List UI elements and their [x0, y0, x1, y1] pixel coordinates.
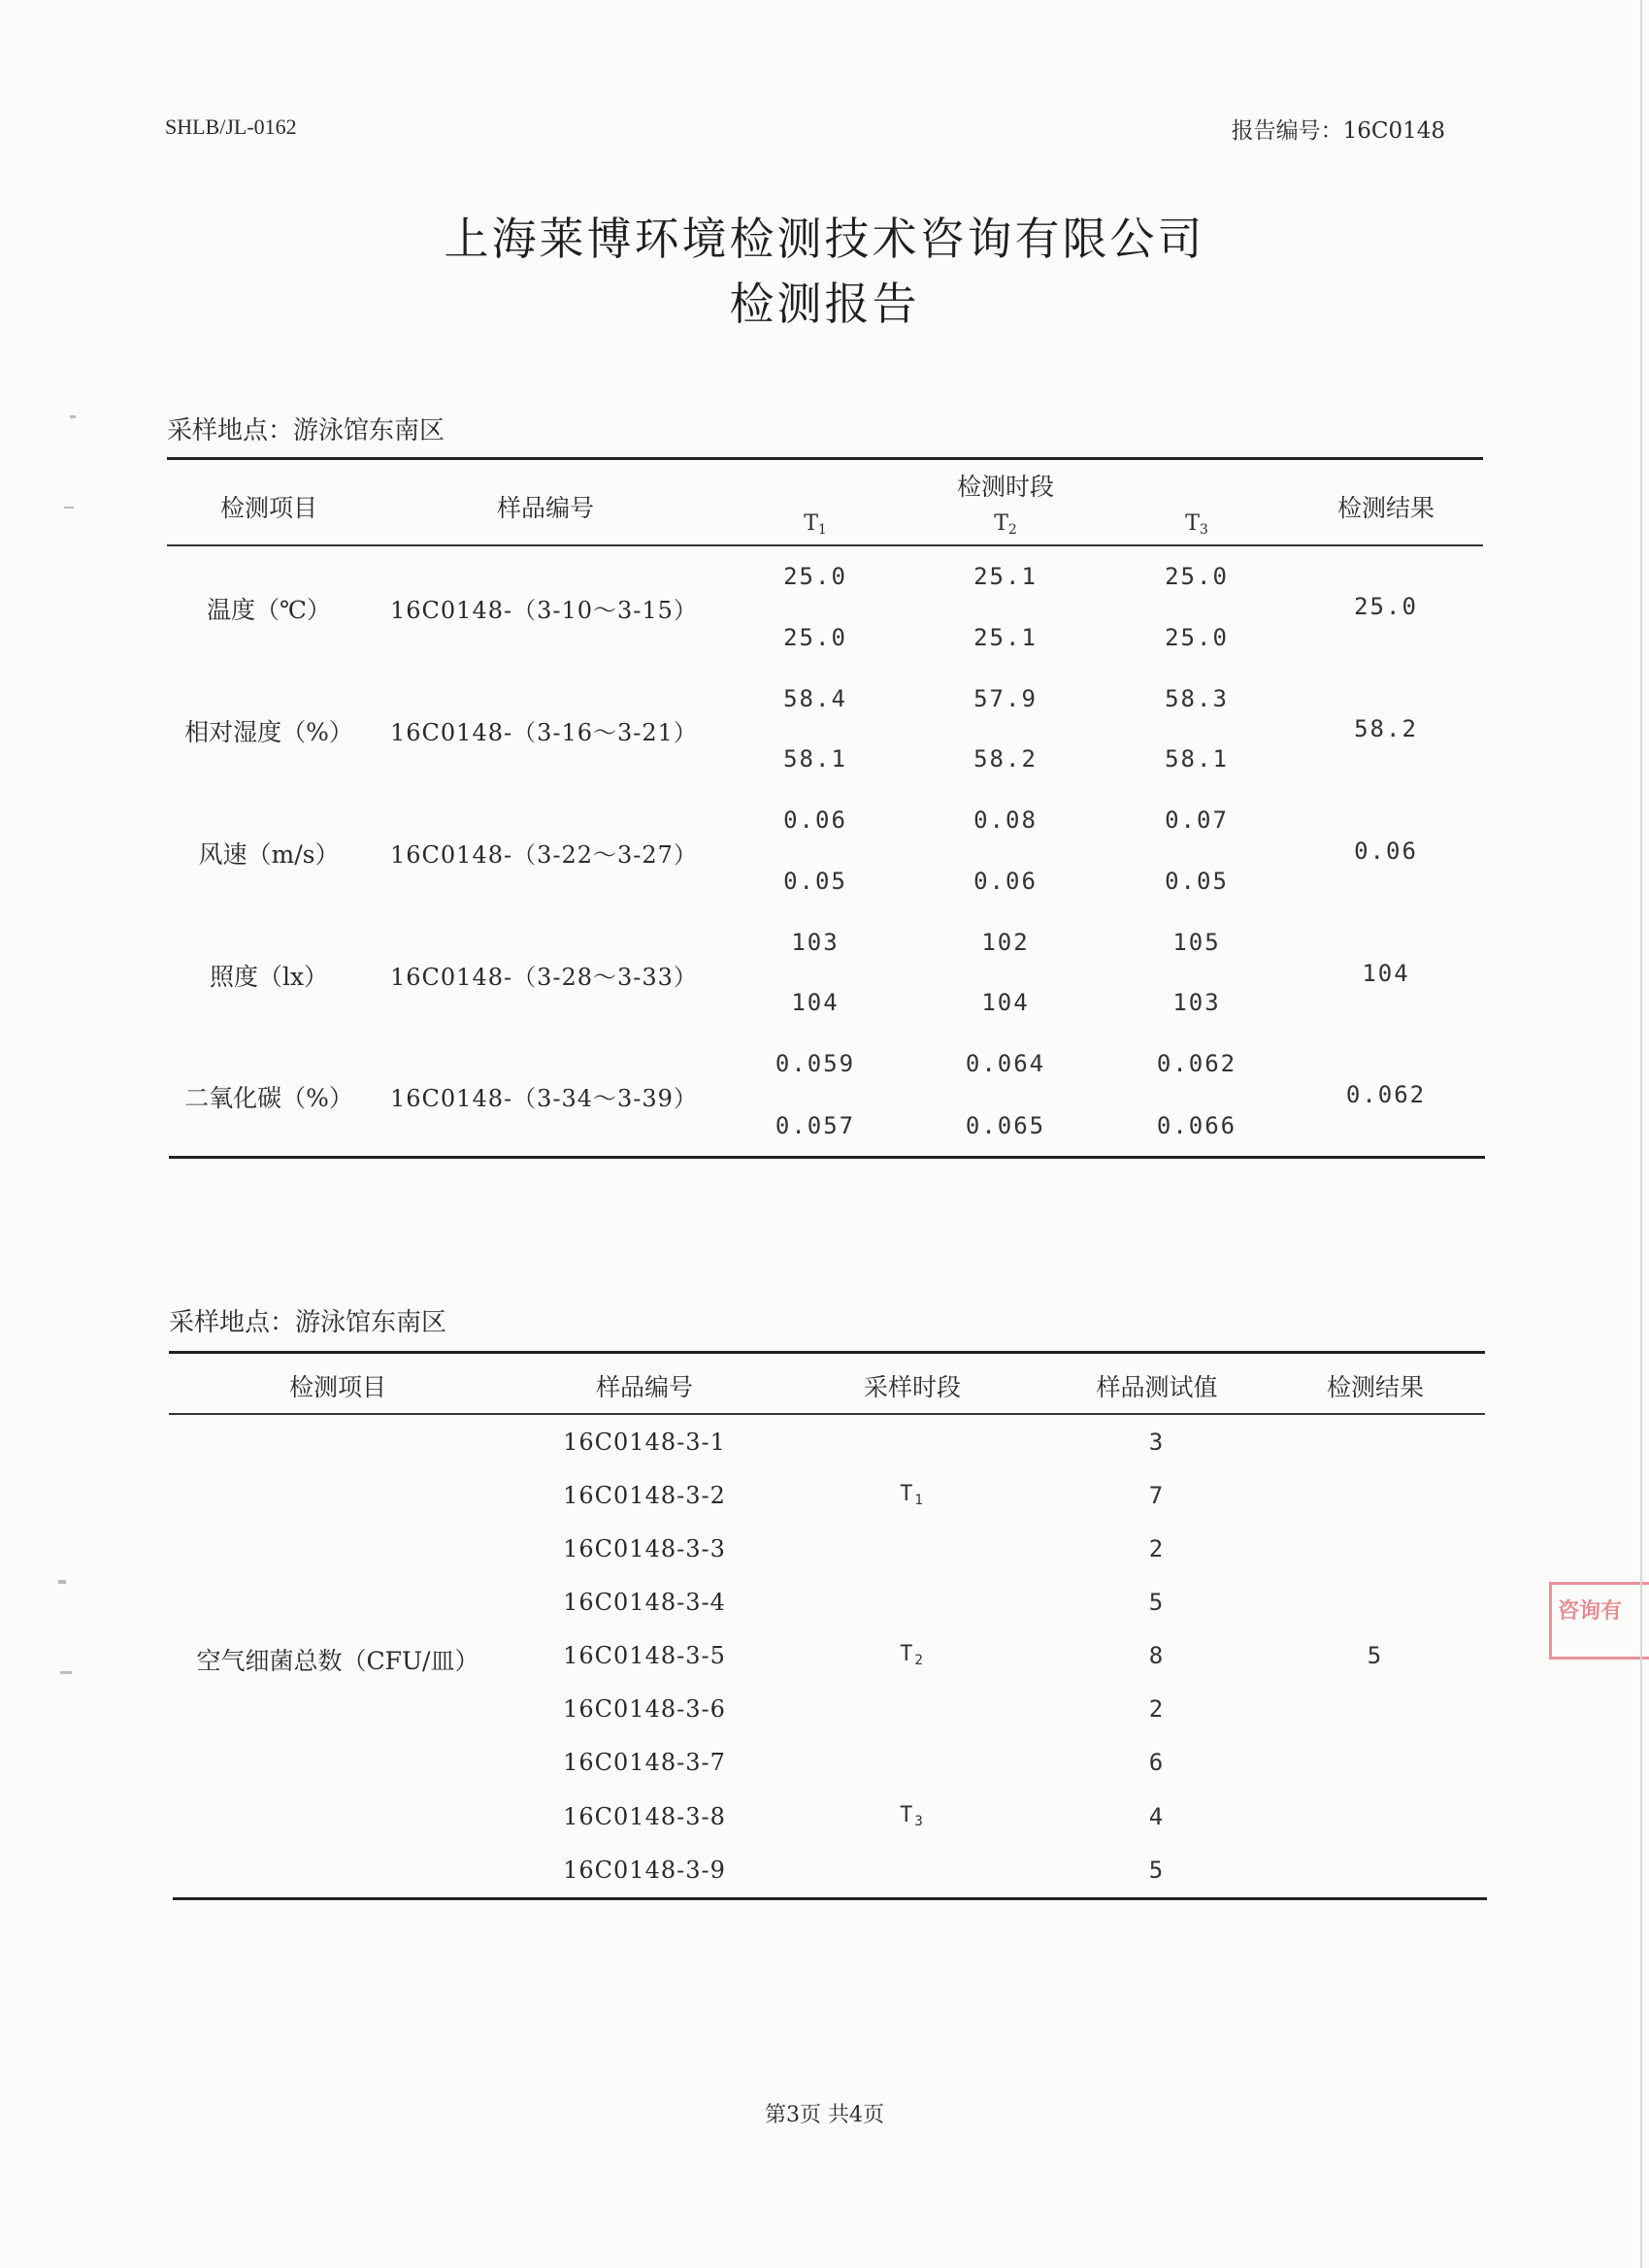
table2-header-rule — [169, 1413, 1485, 1415]
table1-top-rule — [167, 457, 1483, 460]
row-value: 0.066 — [1156, 1112, 1237, 1139]
table2-header-item: 检测项目 — [288, 1373, 387, 1401]
table2-row-sample: 16C0148-3-4 — [563, 1589, 726, 1616]
company-title: 上海莱博环境检测技术咨询有限公司 — [444, 213, 1205, 265]
period-subscript: 3 — [914, 1814, 925, 1829]
table1-location: 采样地点：游泳馆东南区 — [167, 416, 445, 445]
t2-subscript: 2 — [1007, 522, 1017, 538]
row-value: 0.07 — [1165, 806, 1229, 834]
row-value: 25.0 — [1165, 563, 1229, 590]
row-value: 0.06 — [783, 806, 847, 834]
table1-header-t3 — [1185, 511, 1208, 538]
row-value: 25.0 — [783, 563, 847, 590]
row-item: 相对湿度（%） — [184, 718, 353, 746]
table2-location: 采样地点：游泳馆东南区 — [169, 1308, 447, 1337]
table2-row-value: 6 — [1148, 1749, 1166, 1776]
scan-mark — [70, 415, 76, 418]
period-letter: T — [900, 1803, 915, 1827]
table1-header-sample: 样品编号 — [496, 494, 595, 522]
report-title: 检测报告 — [729, 278, 920, 330]
row-value: 0.057 — [775, 1112, 856, 1139]
row-value: 102 — [981, 929, 1030, 956]
row-item: 二氧化碳（%） — [184, 1084, 353, 1112]
row-value: 57.9 — [973, 685, 1038, 712]
row-value: 0.065 — [965, 1112, 1046, 1139]
period-subscript: 1 — [914, 1493, 925, 1508]
row-value: 0.06 — [973, 868, 1038, 895]
row-value: 0.062 — [1156, 1050, 1237, 1077]
table2-row-value: 2 — [1148, 1695, 1166, 1723]
row-value: 58.1 — [1165, 745, 1229, 772]
table2-item: 空气细菌总数（CFU/皿） — [196, 1647, 479, 1675]
row-value: 25.1 — [973, 563, 1038, 590]
row-value: 104 — [981, 989, 1030, 1016]
table2-row-sample: 16C0148-3-2 — [563, 1482, 726, 1509]
row-value: 103 — [791, 929, 840, 956]
row-value: 25.1 — [973, 624, 1038, 651]
row-item: 照度（lx） — [209, 963, 329, 991]
row-value: 0.08 — [973, 806, 1038, 834]
table2-bottom-rule — [173, 1897, 1487, 1900]
period-subscript: 2 — [914, 1653, 925, 1668]
table2-top-rule — [169, 1351, 1485, 1354]
row-sample: 16C0148-（3-16～3-21） — [390, 719, 698, 746]
row-value: 103 — [1172, 989, 1221, 1016]
period-letter: T — [900, 1642, 915, 1666]
scan-edge — [1640, 0, 1642, 2268]
row-value: 58.3 — [1165, 685, 1229, 712]
row-value: 58.4 — [783, 685, 847, 712]
company-seal: 咨询有 — [1549, 1582, 1649, 1660]
row-value: 0.059 — [775, 1050, 856, 1077]
table2-row-sample: 16C0148-3-9 — [563, 1857, 726, 1884]
row-result: 0.062 — [1345, 1081, 1427, 1108]
table2-header-result: 检测结果 — [1326, 1373, 1425, 1401]
row-value: 58.1 — [783, 745, 847, 772]
t2-letter: T — [994, 511, 1008, 536]
row-sample: 16C0148-（3-22～3-27） — [390, 841, 698, 869]
t3-subscript: 3 — [1199, 522, 1208, 538]
table1-header-result: 检测结果 — [1336, 494, 1435, 522]
row-result: 25.0 — [1354, 593, 1418, 620]
table2-row-value: 3 — [1148, 1429, 1166, 1456]
row-result: 104 — [1362, 960, 1410, 987]
table2-result: 5 — [1367, 1642, 1384, 1669]
row-value: 58.2 — [973, 745, 1038, 772]
table2-row-value: 5 — [1148, 1589, 1166, 1616]
row-value: 0.05 — [1165, 868, 1229, 895]
row-result: 58.2 — [1354, 715, 1418, 742]
table1-header-period: 检测时段 — [956, 473, 1055, 501]
row-value: 105 — [1172, 929, 1221, 956]
t1-subscript: 1 — [817, 522, 827, 538]
table1-header-item: 检测项目 — [219, 494, 318, 522]
row-value: 25.0 — [783, 624, 847, 651]
table2-row-sample: 16C0148-3-7 — [563, 1749, 726, 1776]
table2-period-t3 — [900, 1803, 925, 1829]
row-value: 0.064 — [965, 1050, 1046, 1077]
t3-letter: T — [1185, 511, 1200, 536]
t1-letter: T — [804, 511, 818, 536]
row-item: 温度（℃） — [207, 596, 331, 624]
table2-row-value: 4 — [1148, 1803, 1166, 1830]
row-value: 104 — [791, 989, 840, 1016]
period-letter: T — [900, 1482, 915, 1506]
scan-mark — [64, 507, 74, 509]
scan-mark — [60, 1671, 72, 1674]
table2-header-sample: 样品编号 — [595, 1373, 694, 1401]
table1-header-t2 — [994, 511, 1017, 538]
table2-row-sample: 16C0148-3-6 — [563, 1695, 726, 1723]
row-value: 0.05 — [783, 868, 847, 895]
table1-header-rule — [167, 544, 1483, 546]
table2-period-t1 — [900, 1482, 925, 1508]
table2-header-period: 采样时段 — [863, 1373, 962, 1401]
report-number: 报告编号：16C0148 — [1231, 118, 1445, 144]
scan-mark — [58, 1580, 66, 1584]
row-item: 风速（m/s） — [198, 840, 340, 869]
document-code: SHLB/JL-0162 — [165, 115, 297, 139]
table2-row-sample: 16C0148-3-1 — [563, 1429, 726, 1456]
table1-bottom-rule — [169, 1156, 1485, 1159]
table2-header-value: 样品测试值 — [1096, 1373, 1218, 1401]
row-result: 0.06 — [1354, 838, 1418, 865]
table2-period-t2 — [900, 1642, 925, 1668]
table2-row-value: 7 — [1148, 1482, 1166, 1509]
table2-row-sample: 16C0148-3-8 — [563, 1803, 726, 1830]
table2-row-sample: 16C0148-3-3 — [563, 1535, 726, 1562]
table1-header-t1 — [804, 511, 827, 538]
page-number: 第3页 共4页 — [765, 2103, 884, 2127]
table2-row-value: 8 — [1148, 1642, 1166, 1669]
row-sample: 16C0148-（3-34～3-39） — [390, 1085, 698, 1112]
row-sample: 16C0148-（3-10～3-15） — [390, 597, 698, 624]
table2-row-sample: 16C0148-3-5 — [563, 1642, 726, 1669]
row-sample: 16C0148-（3-28～3-33） — [390, 964, 698, 991]
table2-row-value: 5 — [1148, 1857, 1166, 1884]
table2-row-value: 2 — [1148, 1535, 1166, 1562]
row-value: 25.0 — [1165, 624, 1229, 651]
